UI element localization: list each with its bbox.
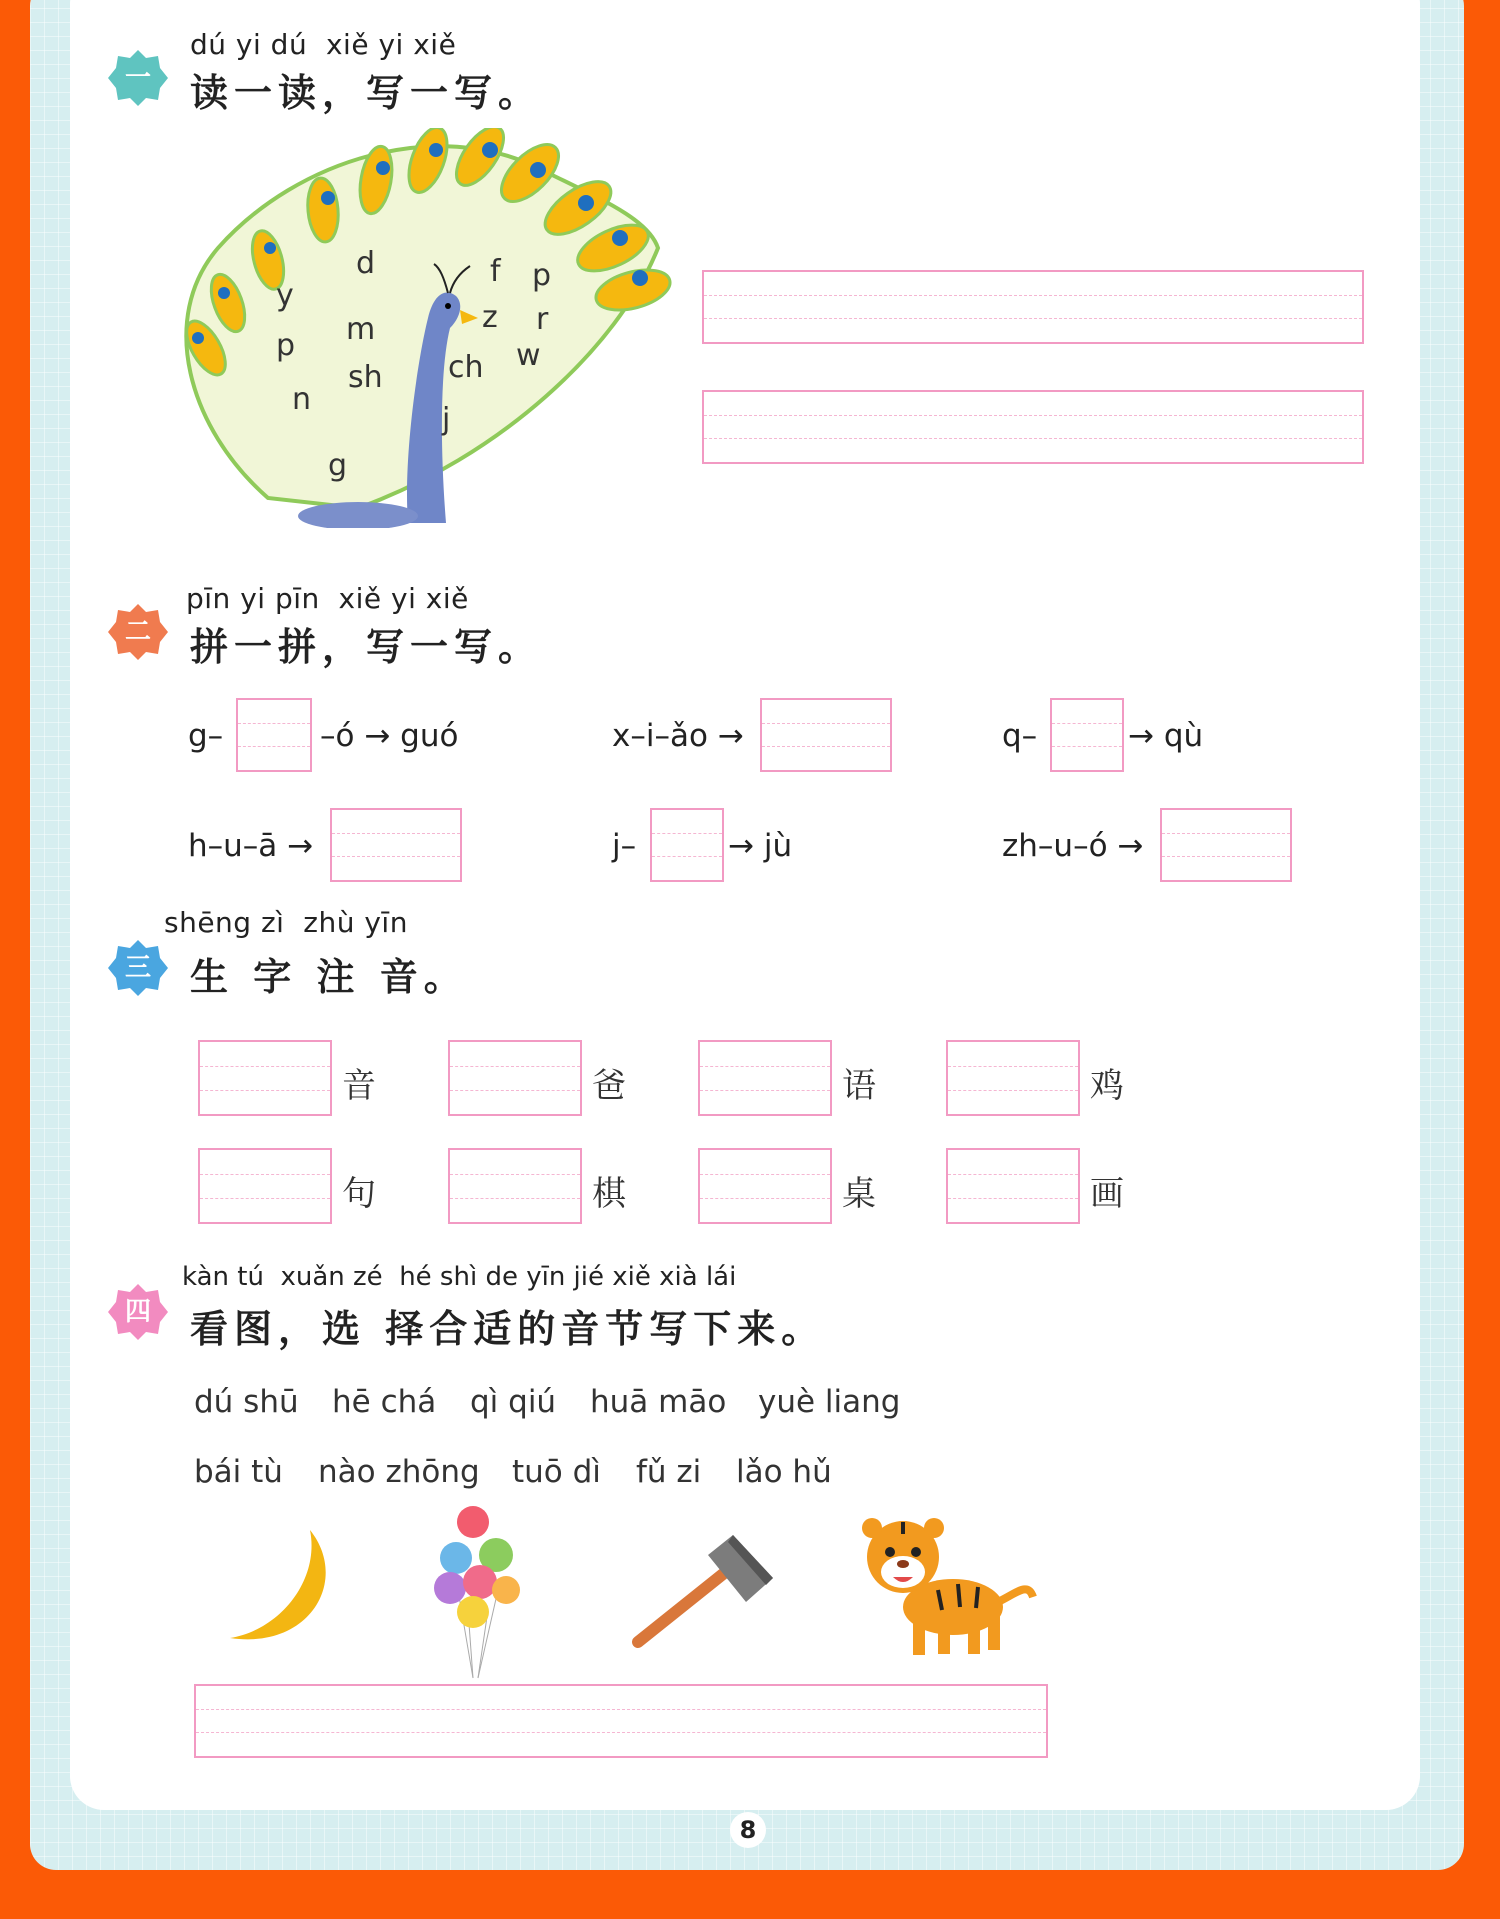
section-badge-2 — [108, 602, 168, 662]
character: 鸡 — [1090, 1066, 1124, 1106]
exercise-prefix: zh–u–ó → — [1002, 828, 1144, 864]
peacock-letter: g — [328, 448, 348, 483]
writing-line[interactable] — [702, 390, 1364, 464]
answer-box[interactable] — [650, 808, 724, 882]
section-number: 一 — [124, 63, 151, 93]
peacock-letter: n — [292, 382, 312, 417]
peacock-letter: p — [532, 258, 552, 293]
peacock-letter: r — [536, 302, 549, 337]
axe-picture — [628, 1530, 778, 1650]
peacock-letter: m — [346, 312, 376, 347]
peacock-letter: ch — [448, 350, 484, 385]
exercise-prefix: x–i–ǎo → — [612, 718, 744, 754]
character: 画 — [1090, 1174, 1124, 1214]
peacock-letter: f — [490, 254, 501, 289]
section-title: 拼一拼，写一写。 — [190, 625, 543, 669]
exercise-suffix: → qù — [1128, 718, 1204, 754]
section-badge-1 — [108, 48, 168, 108]
tiger-picture — [858, 1512, 1038, 1662]
pinyin-option: qì qiú — [470, 1384, 557, 1420]
section-pinyin: dú yi dú xiě yi xiě — [190, 28, 457, 61]
character: 棋 — [592, 1174, 626, 1214]
character: 桌 — [842, 1174, 876, 1214]
peacock-letter: z — [482, 300, 498, 335]
peacock-letter: w — [516, 338, 541, 373]
section-pinyin: kàn tú xuǎn zé hé shì de yīn jié xiě xià lái — [182, 1262, 737, 1292]
character: 爸 — [592, 1066, 626, 1106]
answer-box[interactable] — [1050, 698, 1124, 772]
section-pinyin: shēng zì zhù yīn — [164, 906, 408, 939]
peacock-letter: y — [276, 278, 294, 313]
exercise-suffix: –ó → guó — [320, 718, 459, 754]
character: 音 — [342, 1066, 376, 1106]
section-number: 二 — [124, 617, 151, 647]
pinyin-option: lǎo hǔ — [736, 1454, 832, 1490]
section-number: 四 — [124, 1297, 151, 1327]
peacock-letter: j — [442, 402, 451, 437]
page-number: 8 — [730, 1812, 766, 1848]
answer-box[interactable] — [448, 1040, 582, 1116]
answer-box[interactable] — [448, 1148, 582, 1224]
exercise-suffix: → jù — [728, 828, 793, 864]
exercise-prefix: g– — [188, 718, 224, 754]
section-number: 三 — [124, 953, 151, 983]
moon-picture — [210, 1520, 340, 1650]
peacock-illustration — [178, 128, 678, 528]
section-title: 看图，选 择合适的音节写下来。 — [190, 1307, 826, 1351]
answer-box[interactable] — [698, 1040, 832, 1116]
pinyin-option: tuō dì — [512, 1454, 601, 1490]
section-title: 生 字 注 音。 — [190, 955, 468, 999]
peacock-letter: d — [356, 246, 376, 281]
pinyin-option: fǔ zi — [636, 1454, 702, 1490]
section-badge-4 — [108, 1282, 168, 1342]
answer-box[interactable] — [946, 1040, 1080, 1116]
answer-box[interactable] — [198, 1148, 332, 1224]
pinyin-option: nào zhōng — [318, 1454, 480, 1490]
pinyin-option: hē chá — [332, 1384, 437, 1420]
writing-line[interactable] — [194, 1684, 1048, 1758]
peacock-letter: p — [276, 328, 296, 363]
character: 语 — [842, 1066, 876, 1106]
writing-line[interactable] — [702, 270, 1364, 344]
pinyin-option: huā māo — [590, 1384, 727, 1420]
character: 句 — [342, 1174, 376, 1214]
answer-box[interactable] — [198, 1040, 332, 1116]
exercise-prefix: h–u–ā → — [188, 828, 314, 864]
section-title: 读一读，写一写。 — [190, 71, 543, 115]
answer-box[interactable] — [946, 1148, 1080, 1224]
answer-box[interactable] — [330, 808, 462, 882]
answer-box[interactable] — [760, 698, 892, 772]
answer-box[interactable] — [236, 698, 312, 772]
pinyin-option: dú shū — [194, 1384, 299, 1420]
balloons-picture — [428, 1500, 528, 1680]
peacock-letter: sh — [348, 360, 383, 395]
exercise-prefix: q– — [1002, 718, 1038, 754]
answer-box[interactable] — [1160, 808, 1292, 882]
exercise-prefix: j– — [612, 828, 637, 864]
section-badge-3 — [108, 938, 168, 998]
pinyin-option: yuè liang — [758, 1384, 901, 1420]
answer-box[interactable] — [698, 1148, 832, 1224]
pinyin-option: bái tù — [194, 1454, 283, 1490]
section-pinyin: pīn yi pīn xiě yi xiě — [186, 582, 469, 615]
